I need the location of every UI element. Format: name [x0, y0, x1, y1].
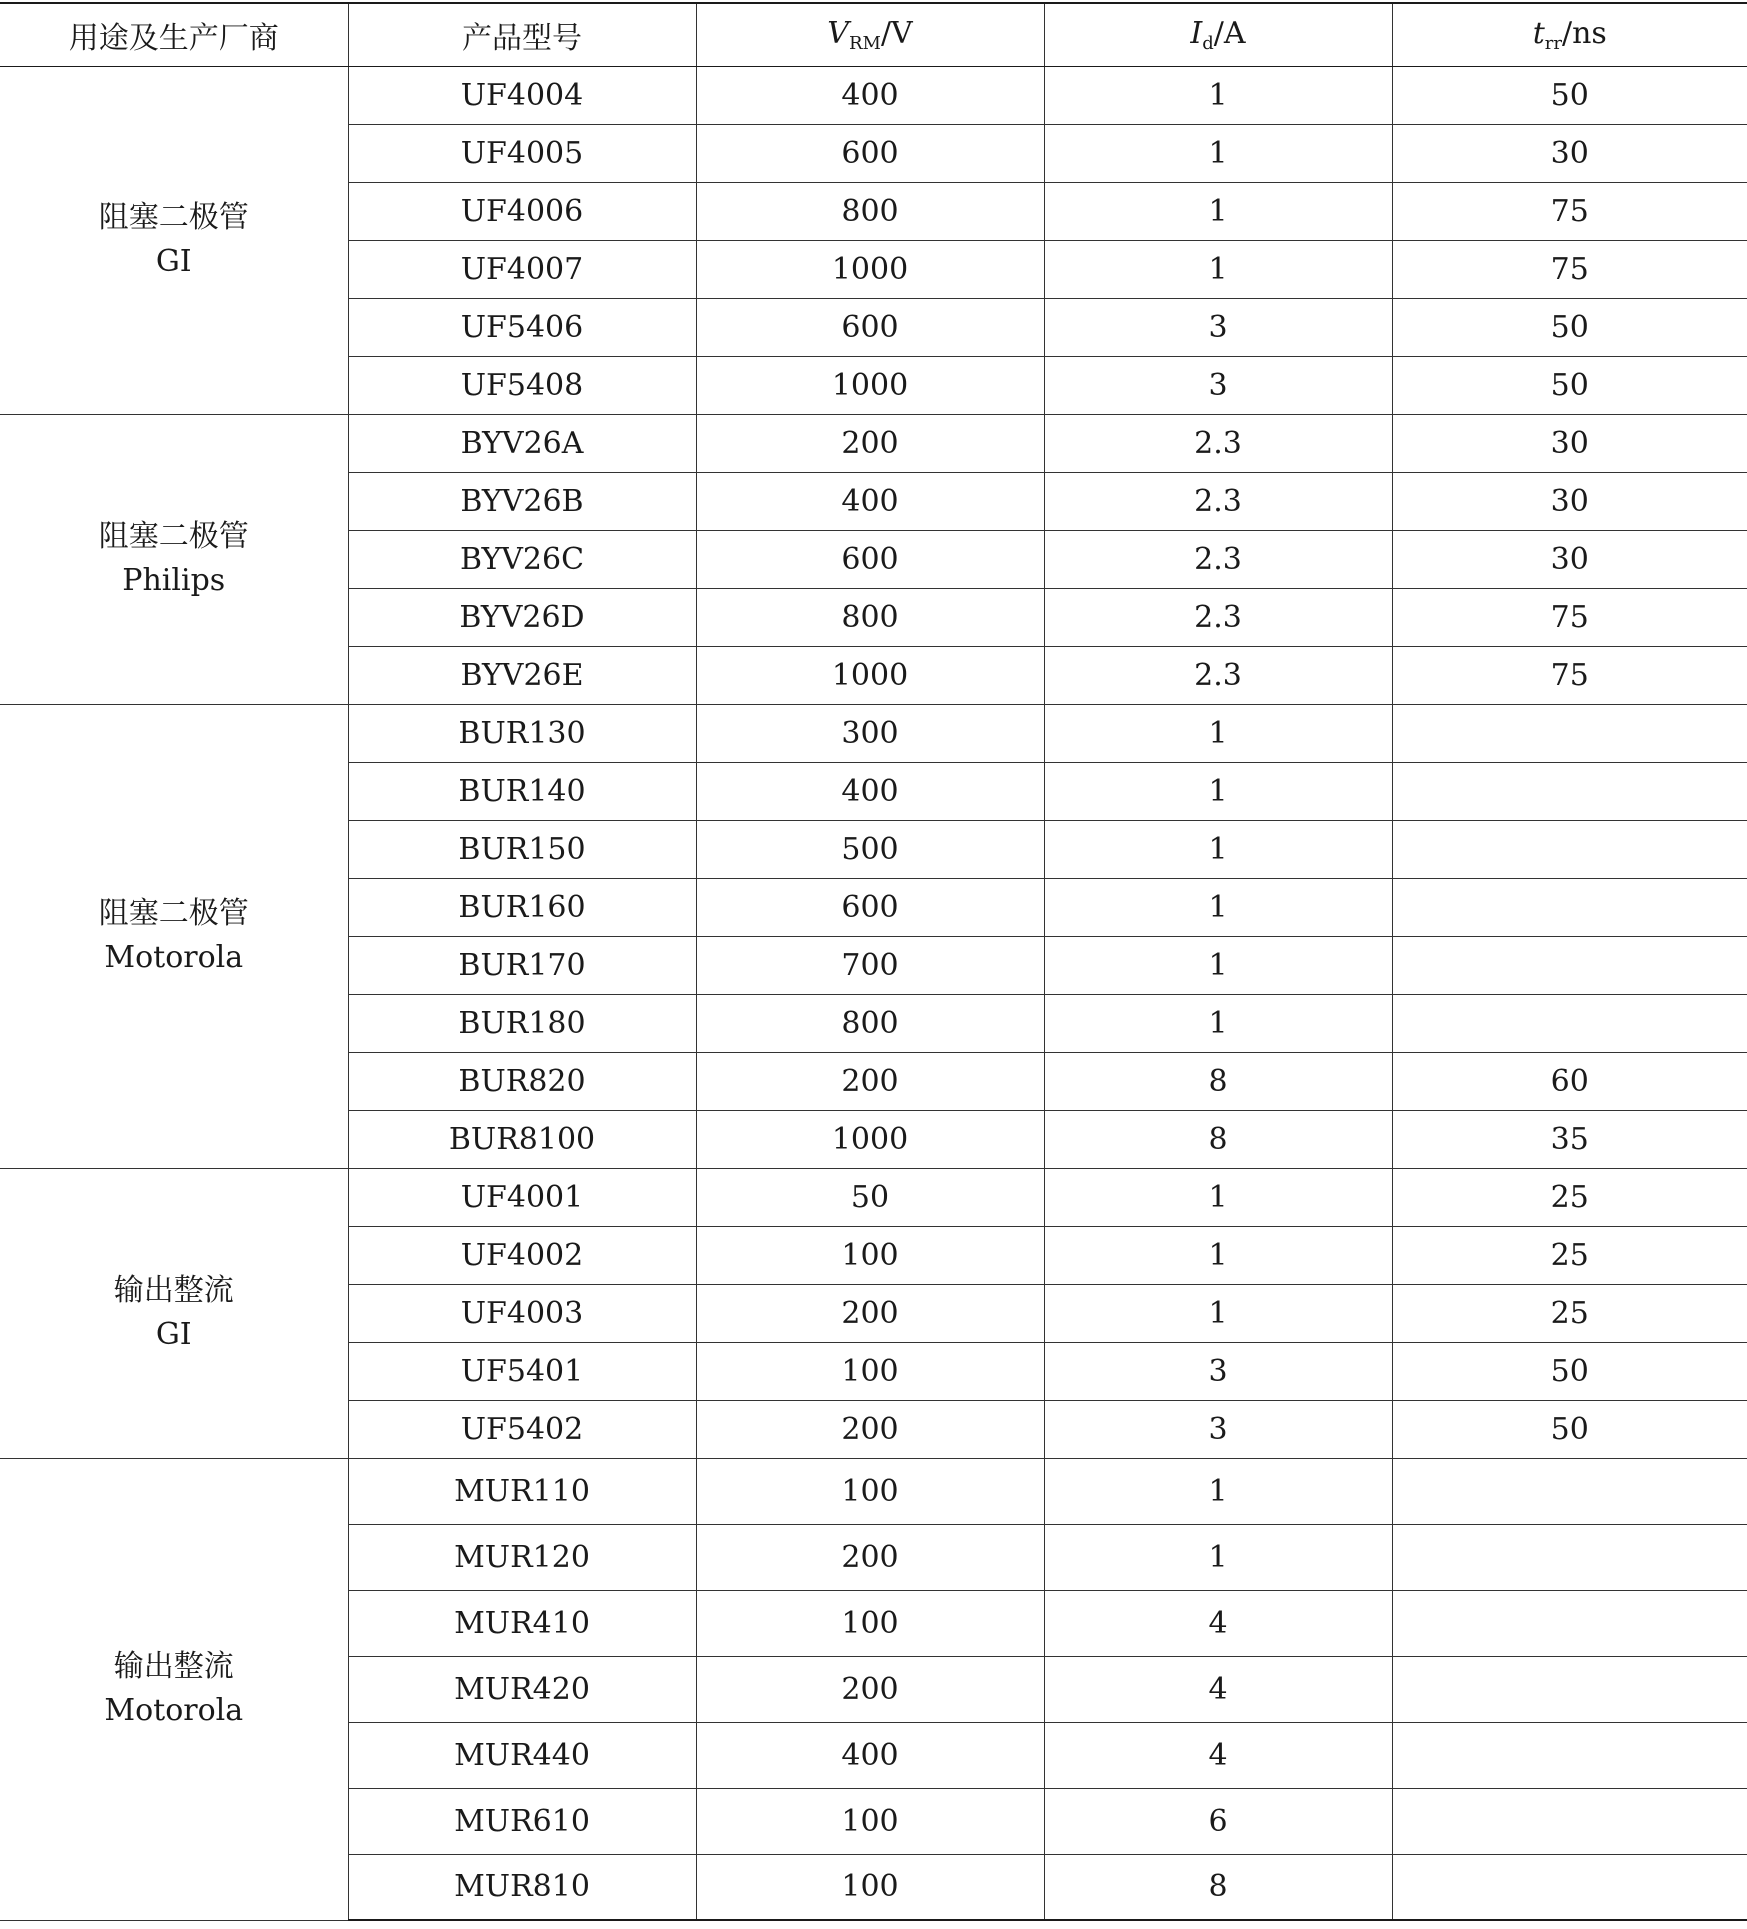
id-cell: 2.3	[1044, 646, 1392, 704]
model-cell: UF5406	[348, 298, 696, 356]
table-body	[0, 66, 1747, 1920]
vrm-cell: 1000	[696, 1110, 1044, 1168]
model-cell: UF4002	[348, 1226, 696, 1284]
vrm-cell: 100	[696, 1854, 1044, 1920]
table-row	[0, 1458, 1747, 1524]
id-cell: 1	[1044, 182, 1392, 240]
trr-cell	[1392, 1854, 1747, 1920]
model-cell: MUR420	[348, 1656, 696, 1722]
id-cell: 1	[1044, 66, 1392, 124]
model-cell: UF4006	[348, 182, 696, 240]
trr-cell	[1392, 1524, 1747, 1590]
vrm-cell: 600	[696, 298, 1044, 356]
vrm-cell: 600	[696, 878, 1044, 936]
id-cell: 1	[1044, 704, 1392, 762]
id-cell: 1	[1044, 936, 1392, 994]
table-row	[0, 414, 1747, 472]
id-cell: 8	[1044, 1110, 1392, 1168]
group-cell	[0, 1458, 348, 1920]
trr-cell: 25	[1392, 1168, 1747, 1226]
vrm-cell: 200	[696, 1524, 1044, 1590]
vrm-symbol: V	[827, 15, 849, 51]
group-maker: Motorola	[104, 1693, 244, 1728]
trr-cell: 30	[1392, 530, 1747, 588]
model-cell: BUR160	[348, 878, 696, 936]
group-maker: Motorola	[104, 940, 244, 975]
id-cell: 8	[1044, 1854, 1392, 1920]
id-cell: 1	[1044, 878, 1392, 936]
group-usage: 输出整流	[113, 1273, 234, 1308]
model-cell: UF5401	[348, 1342, 696, 1400]
vrm-subscript: RM	[848, 32, 881, 54]
id-cell: 3	[1044, 356, 1392, 414]
vrm-cell: 1000	[696, 240, 1044, 298]
model-cell: UF5402	[348, 1400, 696, 1458]
trr-cell: 30	[1392, 472, 1747, 530]
model-cell: BUR150	[348, 820, 696, 878]
group-usage: 输出整流	[113, 1649, 234, 1684]
vrm-cell: 800	[696, 182, 1044, 240]
group-maker: Philips	[122, 563, 226, 598]
id-cell: 2.3	[1044, 472, 1392, 530]
trr-cell: 35	[1392, 1110, 1747, 1168]
model-cell: BUR130	[348, 704, 696, 762]
trr-cell	[1392, 762, 1747, 820]
id-cell: 1	[1044, 1458, 1392, 1524]
vrm-cell: 700	[696, 936, 1044, 994]
model-cell: UF5408	[348, 356, 696, 414]
diode-spec-table	[0, 2, 1747, 1921]
group-usage: 阻塞二极管	[98, 200, 249, 235]
model-cell: BYV26E	[348, 646, 696, 704]
trr-cell	[1392, 994, 1747, 1052]
vrm-cell: 100	[696, 1590, 1044, 1656]
vrm-cell: 800	[696, 994, 1044, 1052]
header-vrm	[696, 3, 1044, 66]
model-cell: MUR810	[348, 1854, 696, 1920]
group-usage: 阻塞二极管	[98, 519, 249, 554]
id-cell: 1	[1044, 240, 1392, 298]
model-cell: MUR440	[348, 1722, 696, 1788]
vrm-unit: /V	[880, 15, 913, 51]
model-cell: UF4005	[348, 124, 696, 182]
id-cell: 4	[1044, 1656, 1392, 1722]
vrm-cell: 200	[696, 414, 1044, 472]
header-id	[1044, 3, 1392, 66]
table-row	[0, 1168, 1747, 1226]
vrm-cell: 100	[696, 1788, 1044, 1854]
model-cell: BYV26A	[348, 414, 696, 472]
trr-cell: 60	[1392, 1052, 1747, 1110]
header-model: 产品型号	[348, 3, 696, 66]
trr-cell	[1392, 820, 1747, 878]
id-cell: 2.3	[1044, 530, 1392, 588]
group-cell	[0, 1168, 348, 1458]
vrm-cell: 200	[696, 1656, 1044, 1722]
id-cell: 1	[1044, 1284, 1392, 1342]
vrm-cell: 300	[696, 704, 1044, 762]
trr-cell: 50	[1392, 1342, 1747, 1400]
vrm-cell: 100	[696, 1226, 1044, 1284]
model-cell: UF4001	[348, 1168, 696, 1226]
id-cell: 6	[1044, 1788, 1392, 1854]
trr-cell: 75	[1392, 240, 1747, 298]
trr-cell: 50	[1392, 298, 1747, 356]
trr-cell: 30	[1392, 414, 1747, 472]
model-cell: BUR140	[348, 762, 696, 820]
id-cell: 3	[1044, 1342, 1392, 1400]
id-cell: 1	[1044, 820, 1392, 878]
vrm-cell: 200	[696, 1400, 1044, 1458]
trr-cell	[1392, 1458, 1747, 1524]
id-cell: 4	[1044, 1722, 1392, 1788]
model-cell: BUR170	[348, 936, 696, 994]
group-cell	[0, 66, 348, 414]
vrm-cell: 400	[696, 66, 1044, 124]
trr-cell: 75	[1392, 646, 1747, 704]
trr-cell: 25	[1392, 1226, 1747, 1284]
vrm-cell: 1000	[696, 356, 1044, 414]
trr-cell	[1392, 704, 1747, 762]
trr-cell	[1392, 878, 1747, 936]
trr-cell	[1392, 936, 1747, 994]
id-symbol: I	[1190, 15, 1203, 51]
header-trr	[1392, 3, 1747, 66]
id-cell: 1	[1044, 994, 1392, 1052]
model-cell: BUR820	[348, 1052, 696, 1110]
trr-cell: 75	[1392, 182, 1747, 240]
group-maker: GI	[155, 1317, 192, 1352]
vrm-cell: 400	[696, 762, 1044, 820]
trr-cell: 50	[1392, 66, 1747, 124]
id-cell: 1	[1044, 1168, 1392, 1226]
vrm-cell: 200	[696, 1052, 1044, 1110]
id-cell: 3	[1044, 298, 1392, 356]
trr-cell: 30	[1392, 124, 1747, 182]
vrm-cell: 800	[696, 588, 1044, 646]
model-cell: MUR120	[348, 1524, 696, 1590]
vrm-cell: 1000	[696, 646, 1044, 704]
id-cell: 3	[1044, 1400, 1392, 1458]
id-cell: 8	[1044, 1052, 1392, 1110]
vrm-cell: 100	[696, 1342, 1044, 1400]
id-unit: /A	[1213, 15, 1246, 51]
trr-cell: 25	[1392, 1284, 1747, 1342]
vrm-cell: 400	[696, 1722, 1044, 1788]
table-row	[0, 704, 1747, 762]
trr-cell: 50	[1392, 1400, 1747, 1458]
id-subscript: d	[1202, 32, 1214, 54]
id-cell: 1	[1044, 1524, 1392, 1590]
group-maker: GI	[155, 244, 192, 279]
trr-cell: 75	[1392, 588, 1747, 646]
trr-unit: /ns	[1561, 15, 1607, 51]
header-usage: 用途及生产厂商	[0, 3, 348, 66]
model-cell: BYV26D	[348, 588, 696, 646]
vrm-cell: 200	[696, 1284, 1044, 1342]
trr-cell: 50	[1392, 356, 1747, 414]
model-cell: UF4003	[348, 1284, 696, 1342]
group-usage: 阻塞二极管	[98, 896, 249, 931]
trr-subscript: rr	[1544, 32, 1562, 54]
model-cell: UF4004	[348, 66, 696, 124]
model-cell: BYV26B	[348, 472, 696, 530]
vrm-cell: 600	[696, 530, 1044, 588]
model-cell: BUR180	[348, 994, 696, 1052]
vrm-cell: 400	[696, 472, 1044, 530]
model-cell: MUR110	[348, 1458, 696, 1524]
id-cell: 2.3	[1044, 588, 1392, 646]
id-cell: 4	[1044, 1590, 1392, 1656]
id-cell: 2.3	[1044, 414, 1392, 472]
model-cell: BUR8100	[348, 1110, 696, 1168]
group-cell	[0, 704, 348, 1168]
trr-cell	[1392, 1590, 1747, 1656]
vrm-cell: 600	[696, 124, 1044, 182]
table-header	[0, 3, 1747, 66]
vrm-cell: 500	[696, 820, 1044, 878]
trr-symbol: t	[1532, 15, 1545, 51]
model-cell: MUR410	[348, 1590, 696, 1656]
table-row	[0, 66, 1747, 124]
model-cell: BYV26C	[348, 530, 696, 588]
model-cell: UF4007	[348, 240, 696, 298]
vrm-cell: 100	[696, 1458, 1044, 1524]
id-cell: 1	[1044, 124, 1392, 182]
trr-cell	[1392, 1788, 1747, 1854]
vrm-cell: 50	[696, 1168, 1044, 1226]
model-cell: MUR610	[348, 1788, 696, 1854]
id-cell: 1	[1044, 762, 1392, 820]
group-cell	[0, 414, 348, 704]
header-row	[0, 3, 1747, 66]
id-cell: 1	[1044, 1226, 1392, 1284]
trr-cell	[1392, 1722, 1747, 1788]
trr-cell	[1392, 1656, 1747, 1722]
